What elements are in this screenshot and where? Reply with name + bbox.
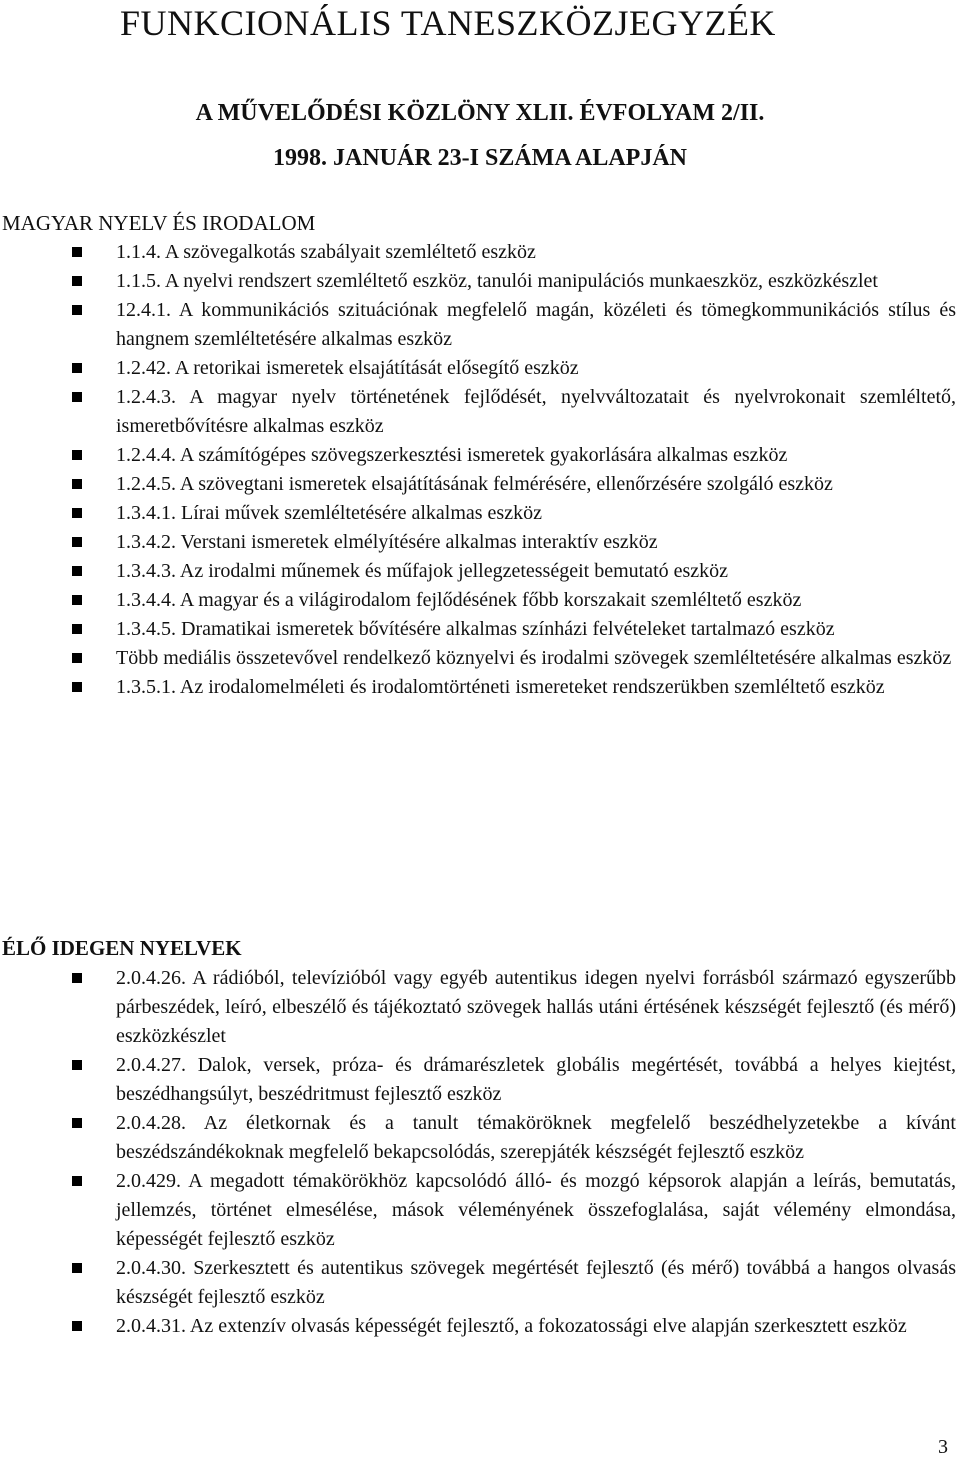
bullet-icon [72, 450, 82, 460]
bullet-icon [72, 566, 82, 576]
list-item [116, 499, 956, 528]
list-item-text: 1.2.4.4. A számítógépes szövegszerkesztési ismeretek gyakorlására alkalmas eszköz [116, 444, 788, 466]
list-item [116, 644, 956, 673]
bullet-icon [72, 363, 82, 373]
list-item [116, 238, 956, 267]
bullet-icon [72, 653, 82, 663]
list-item-text: Több mediális összetevővel rendelkező köznyelvi és irodalmi szövegek szemléltetésére alkalmas eszköz [116, 647, 952, 669]
section-list-magyar [116, 238, 956, 702]
list-item [116, 673, 956, 702]
bullet-icon [72, 479, 82, 489]
bullet-icon [72, 1118, 82, 1128]
bullet-icon [72, 1176, 82, 1186]
list-item-text: 2.0.4.30. Szerkesztett és autentikus szövegek megértését fejlesztő (és mérő) továbbá a hangos olvasás készségét fejlesztő eszköz [116, 1257, 956, 1308]
list-item-text: 1.1.4. A szövegalkotás szabályait szemléltető eszköz [116, 241, 536, 263]
list-item-text: 2.0.429. A megadott témakörökhöz kapcsolódó álló- és mozgó képsorok alapján a leírás, bemutatás, jellemzés, történet elmesélése, mások véleményének összefoglalása, saját vélemény elmondása, képességét fejlesztő eszköz [116, 1170, 956, 1250]
list-item-text: 1.3.4.5. Dramatikai ismeretek bővítésére alkalmas színházi felvételeket tartalmazó eszköz [116, 618, 835, 640]
section-heading-magyar: MAGYAR NYELV ÉS IRODALOM [2, 211, 316, 235]
list-item-text: 1.3.4.1. Lírai művek szemléltetésére alkalmas eszköz [116, 502, 542, 524]
list-item [116, 383, 956, 441]
list-item [116, 1312, 956, 1341]
list-item [116, 1109, 956, 1167]
page-number: 3 [938, 1436, 948, 1458]
list-item-text: 12.4.1. A kommunikációs szituációnak megfelelő magán, közéleti és tömegkommunikációs stílus és hangnem szemléltetésére alkalmas eszköz [116, 299, 956, 350]
list-item [116, 1167, 956, 1254]
list-item [116, 1051, 956, 1109]
bullet-icon [72, 624, 82, 634]
list-item [116, 1254, 956, 1312]
bullet-icon [72, 537, 82, 547]
list-item [116, 964, 956, 1051]
bullet-icon [72, 1060, 82, 1070]
subtitle-line-2: 1998. JANUÁR 23-I SZÁMA ALAPJÁN [272, 145, 687, 171]
bullet-icon [72, 305, 82, 315]
list-item-text: 1.2.4.5. A szövegtani ismeretek elsajátításának felmérésére, ellenőrzésére szolgáló eszköz [116, 473, 833, 495]
subtitle-line-1: A MŰVELŐDÉSI KÖZLÖNY XLII. ÉVFOLYAM 2/II. [195, 100, 765, 126]
section-list-elo-idegen-nyelvek [116, 964, 956, 1341]
list-item [116, 441, 956, 470]
list-item [116, 528, 956, 557]
list-item [116, 267, 956, 296]
section-heading-elo-idegen-nyelvek: ÉLŐ IDEGEN NYELVEK [2, 936, 242, 960]
bullet-icon [72, 392, 82, 402]
list-item [116, 470, 956, 499]
list-item [116, 296, 956, 354]
bullet-icon [72, 276, 82, 286]
list-item-text: 1.3.5.1. Az irodalomelméleti és irodalomtörténeti ismereteket rendszerükben szemléltető eszköz [116, 676, 885, 698]
bullet-icon [72, 595, 82, 605]
list-item [116, 557, 956, 586]
list-item-text: 2.0.4.27. Dalok, versek, próza- és drámarészletek globális megértését, továbbá a helyes kiejtést, beszédhangsúlyt, beszédritmust fejlesztő eszköz [116, 1054, 956, 1105]
list-item [116, 354, 956, 383]
list-item-text: 2.0.4.28. Az életkornak és a tanult témaköröknek megfelelő beszédhelyzetekbe a kívánt beszédszándékoknak megfelelő bekapcsolódás, szerepjáték készségét fejlesztő eszköz [116, 1112, 956, 1163]
list-item-text: 1.2.42. A retorikai ismeretek elsajátítását elősegítő eszköz [116, 357, 579, 379]
bullet-icon [72, 247, 82, 257]
list-item-text: 1.2.4.3. A magyar nyelv történetének fejlődését, nyelvváltozatait és nyelvrokonait szemléltető, ismeretbővítésre alkalmas eszköz [116, 386, 956, 437]
list-item [116, 615, 956, 644]
bullet-icon [72, 508, 82, 518]
list-item-text: 1.1.5. A nyelvi rendszert szemléltető eszköz, tanulói manipulációs munkaeszköz, eszközkészlet [116, 270, 878, 292]
bullet-icon [72, 1263, 82, 1273]
page-title: FUNKCIONÁLIS TANESZKÖZJEGYZÉK [120, 3, 776, 43]
bullet-icon [72, 973, 82, 983]
list-item-text: 1.3.4.2. Verstani ismeretek elmélyítésére alkalmas interaktív eszköz [116, 531, 658, 553]
list-item [116, 586, 956, 615]
bullet-icon [72, 1321, 82, 1331]
list-item-text: 1.3.4.4. A magyar és a világirodalom fejlődésének főbb korszakait szemléltető eszköz [116, 589, 802, 611]
list-item-text: 2.0.4.26. A rádióból, televízióból vagy egyéb autentikus idegen nyelvi forrásból származó egyszerűbb párbeszédek, leíró, elbeszélő és tájékoztató szövegek hallás utáni értésének készségét fejlesztő (és mérő) eszközkészlet [116, 967, 956, 1047]
list-item-text: 1.3.4.3. Az irodalmi műnemek és műfajok jellegzetességeit bemutató eszköz [116, 560, 729, 582]
bullet-icon [72, 682, 82, 692]
list-item-text: 2.0.4.31. Az extenzív olvasás képességét fejlesztő, a fokozatossági elve alapján szerkesztett eszköz [116, 1315, 907, 1337]
